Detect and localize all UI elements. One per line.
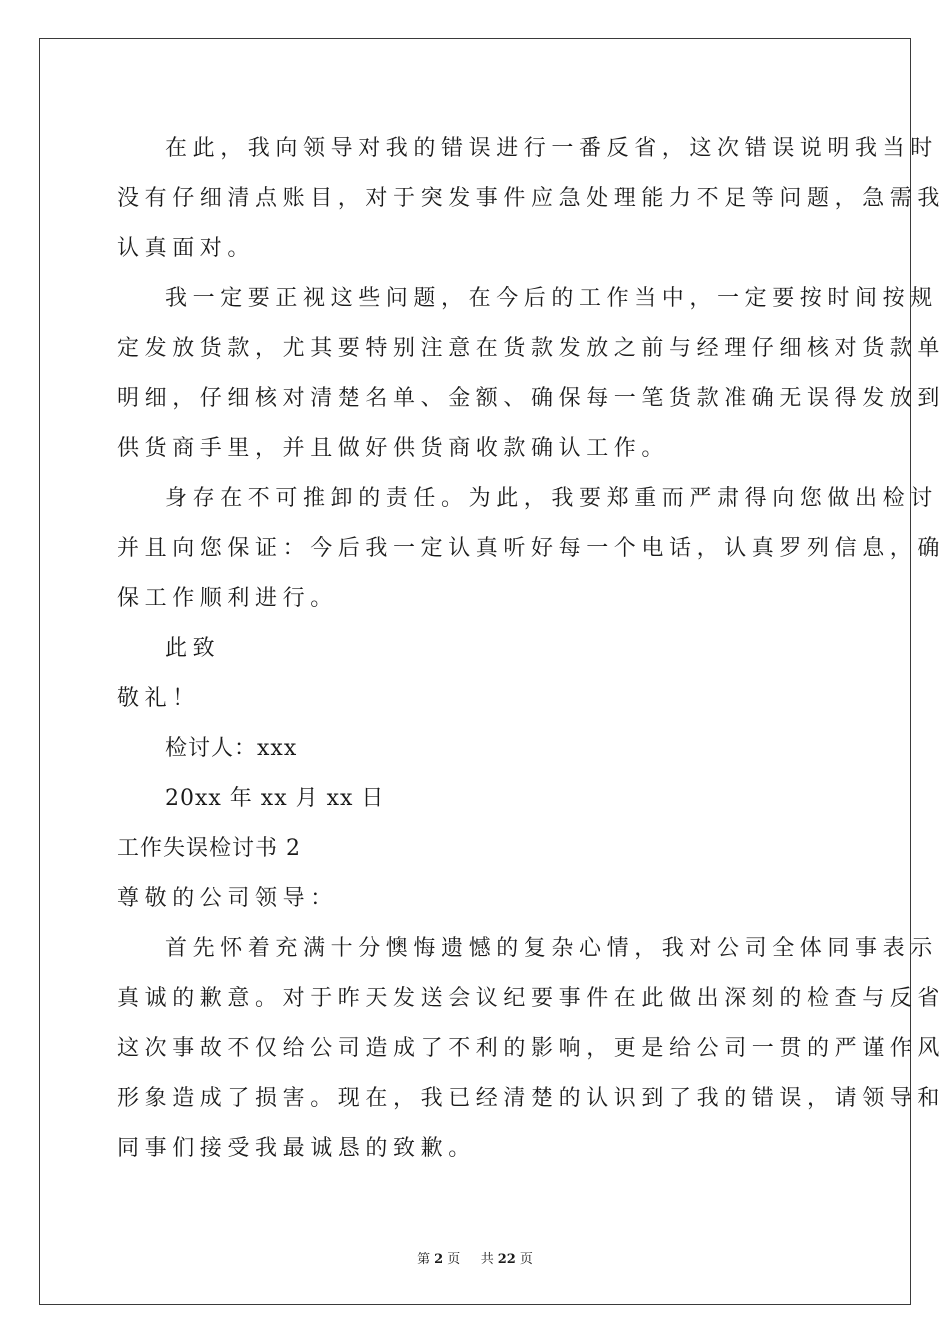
paragraph-reflection bbox=[117, 124, 946, 274]
text-line: 供货商手里，并且做好供货商收款确认工作。 bbox=[117, 436, 670, 461]
text-line: 这次事故不仅给公司造成了不利的影响，更是给公司一贯的严谨作风 bbox=[117, 1036, 946, 1061]
text-line: 在此，我向领导对我的错误进行一番反省，这次错误说明我当时 bbox=[165, 136, 938, 161]
footer-total-prefix: 共 bbox=[480, 1252, 494, 1267]
paragraph-commitment bbox=[117, 274, 946, 474]
signer-line: 检讨人：xxx bbox=[165, 736, 298, 761]
closing-cizhi: 此致 bbox=[165, 636, 221, 661]
text-line: 并且向您保证：今后我一定认真听好每一个电话，认真罗列信息，确 bbox=[117, 536, 946, 561]
footer-prefix: 第 bbox=[417, 1252, 431, 1267]
text-line: 首先怀着充满十分懊悔遗憾的复杂心情，我对公司全体同事表示 bbox=[165, 936, 938, 961]
current-page-number: 2 bbox=[434, 1252, 444, 1267]
text-line: 我一定要正视这些问题，在今后的工作当中，一定要按时间按规 bbox=[165, 286, 938, 311]
document-body bbox=[117, 124, 946, 1174]
section-title: 工作失误检讨书 2 bbox=[117, 836, 301, 861]
text-line: 形象造成了损害。现在，我已经清楚的认识到了我的错误，请领导和 bbox=[117, 1086, 946, 1111]
closing-jingli: 敬礼！ bbox=[117, 686, 200, 711]
text-line: 真诚的歉意。对于昨天发送会议纪要事件在此做出深刻的检查与反省 bbox=[117, 986, 946, 1011]
paragraph-responsibility bbox=[117, 474, 946, 624]
footer-page-word: 页 bbox=[447, 1252, 461, 1267]
date-line: 20xx 年 xx 月 xx 日 bbox=[165, 786, 385, 811]
text-line: 身存在不可推卸的责任。为此，我要郑重而严肃得向您做出检讨 bbox=[165, 486, 938, 511]
salutation: 尊敬的公司领导： bbox=[117, 886, 338, 911]
text-line: 明细，仔细核对清楚名单、金额、确保每一笔货款准确无误得发放到 bbox=[117, 386, 946, 411]
text-line: 认真面对。 bbox=[117, 236, 256, 261]
total-pages-number: 22 bbox=[497, 1252, 516, 1267]
paragraph-apology bbox=[117, 924, 946, 1174]
text-line: 没有仔细清点账目，对于突发事件应急处理能力不足等问题，急需我 bbox=[117, 186, 946, 211]
text-line: 定发放货款，尤其要特别注意在货款发放之前与经理仔细核对货款单 bbox=[117, 336, 946, 361]
text-line: 同事们接受我最诚恳的致歉。 bbox=[117, 1136, 476, 1161]
footer-total-word: 页 bbox=[519, 1252, 533, 1267]
text-line: 保工作顺利进行。 bbox=[117, 586, 338, 611]
page-footer bbox=[0, 1248, 950, 1267]
